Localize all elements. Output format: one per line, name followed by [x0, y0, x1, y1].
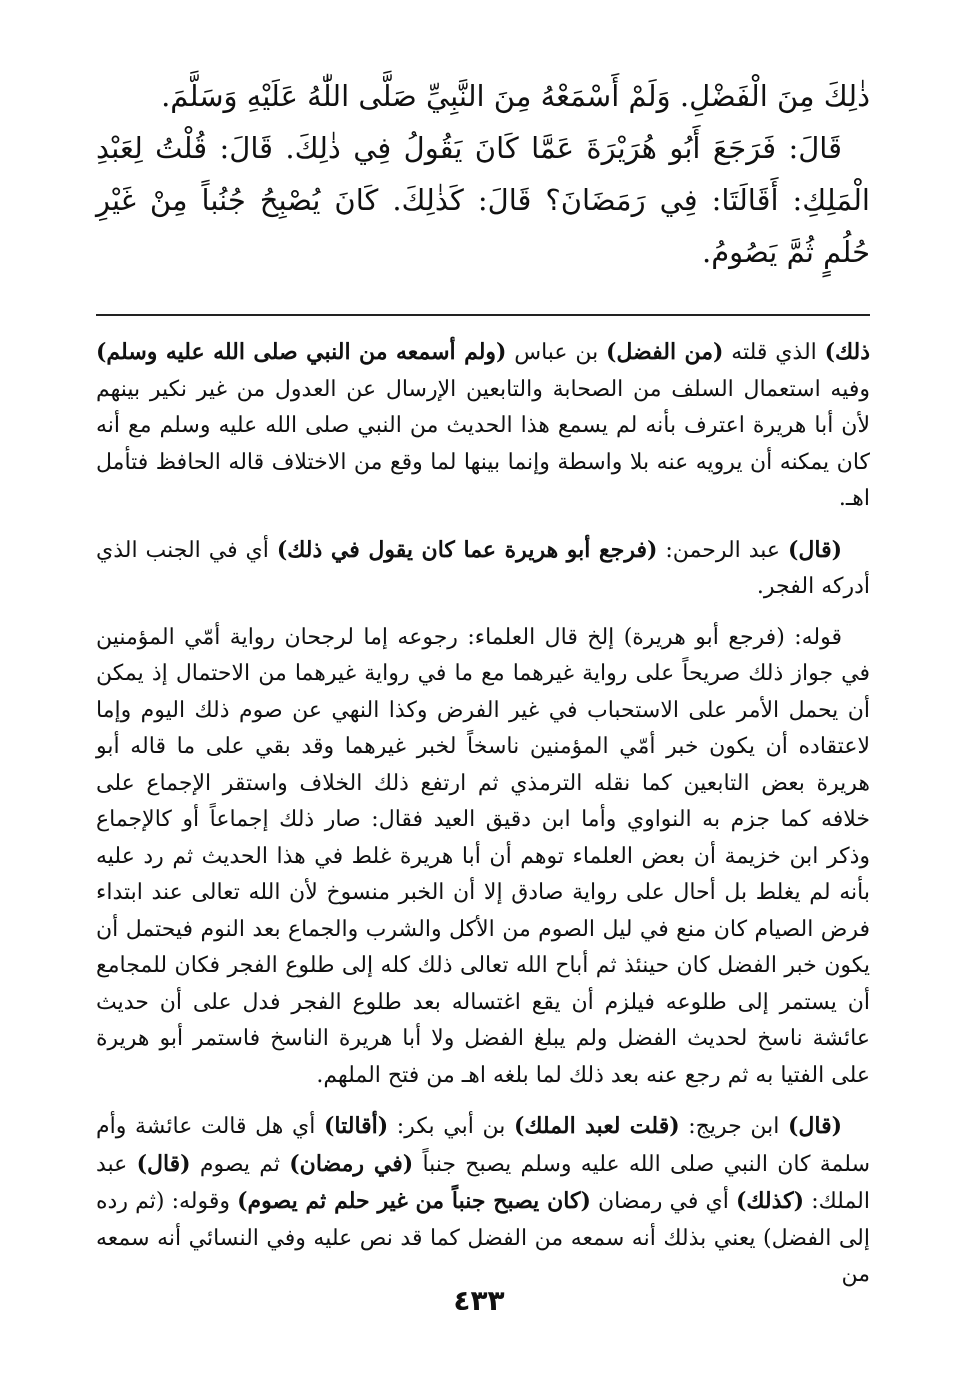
text-run: عبد الرحمن: — [657, 537, 788, 563]
bold-phrase: (من الفضل) — [605, 339, 724, 365]
bold-phrase: (قال) — [136, 1150, 191, 1177]
page-number: ٤٣٣ — [453, 1284, 505, 1317]
text-run: بن أبي بكر: — [388, 1114, 514, 1139]
bold-phrase: (قلت لعبد الملك) — [513, 1113, 680, 1139]
hadith-text — [96, 70, 870, 278]
hadith-line-1: ذٰلِكَ مِنَ الْفَضْلِ. وَلَمْ أَسْمَعْهُ مِنَ النَّبِيِّ صَلَّى اللّٰهُ عَلَيْهِ وَسَلَّمَ. — [161, 79, 870, 113]
bold-phrase: ذلك) — [824, 339, 871, 365]
text-run: أي في رمضان — [590, 1189, 736, 1214]
commentary-paragraph-4 — [96, 1108, 870, 1294]
bold-phrase: (ولم أسمعه من النبي صلى الله عليه وسلم) — [96, 339, 507, 365]
bold-phrase: (في رمضان) — [289, 1150, 414, 1177]
text-run: بن عباس — [506, 340, 606, 365]
text-run: وقوله: (ثم رده إلى الفضل) يعني بذلك أنه سمعه من الفضل كما قد نص عليه وفي النسائي أنه سمعه من — [96, 1189, 870, 1287]
text-run: أي هل قالت عائشة وأم سلمة كان النبي صلى الله عليه وسلم يصبح جنباً — [96, 1114, 870, 1177]
bold-phrase: (أقالتا) — [323, 1113, 389, 1139]
text-run: وفيه استعمال السلف من الصحابة والتابعين الإرسال عن العدول من غير نكير بينهم لأن أبا هريرة اعترف بأنه لم يسمع هذا الحديث من النبي صلى الله عليه وسلم مع أنه كان يمكنه أن يرويه عنه بلا واسطة وإنما بينها لما وقع من الاختلاف قاله الحافظ فتأمل اهـ. — [96, 376, 870, 511]
commentary-paragraph-2 — [96, 532, 870, 606]
hadith-line-2: قَالَ: فَرَجَعَ أَبُو هُرَيْرَةَ عَمَّا كَانَ يَقُولُ فِي ذٰلِكَ. قَالَ: قُلْتُ لِعَبْدِ الْمَلِكِ: أَقَالَتَا: فِي رَمَضَانَ؟ قَالَ: كَذٰلِكَ. كَانَ يُصْبِحُ جُنُباً مِنْ غَيْرِ حُلُمٍ ثُمَّ يَصُومُ. — [96, 131, 870, 269]
separator-line — [96, 314, 870, 316]
bold-phrase: (كذلك) — [735, 1188, 805, 1214]
bold-phrase: (قال) — [787, 1113, 842, 1139]
text-run: ابن جريج: — [679, 1114, 788, 1139]
bold-phrase: (قال) — [787, 536, 843, 563]
commentary-paragraph-3: قوله: (فرجع أبو هريرة) إلخ قال العلماء: رجوعه إما لرجحان رواية أمّي المؤمنين في جواز ذلك صريحاً على رواية غيرهما مع ما في رواية غيرهما من الاحتمال إذ يمكن أن يحمل الأمر على الاستحباب في غير الفرض وكذا النهي عن صوم ذلك اليوم وإما لاعتقاده أن يكون خبر أمّي المؤمنين ناسخاً لخبر غيرهما وقد بقي على ما قاله أبو هريرة بعض التابعين كما نقله الترمذي ثم ارتفع ذلك الخلاف واستقر الإجماع على خلافه كما جزم به النواوي وأما ابن دقيق العيد فقال: صار ذلك إجماعاً أو كالإجماع وذكر ابن خزيمة أن بعض العلماء توهم أن أبا هريرة غلط في هذا الحديث ثم رد عليه بأنه لم يغلط بل أحال على رواية صادق إلا أن الخبر منسوخ لأن الله تعالى عند ابتداء فرض الصيام كان منع في ليل الصوم من الأكل والشرب والجماع بعد النوم فيحتمل أن يكون خبر الفضل كان حينئذ ثم أباح الله تعالى ذلك كله إلى طلوع الفجر فكان للمجامع أن يستمر إلى طلوعه فيلزم أن يقع اغتساله بعد طلوع الفجر فدل على أن حديث عائشة ناسخ لحديث الفضل ولم يبلغ الفضل ولا أبا هريرة الناسخ فاستمر أبو هريرة على الفتيا به ثم رجع عنه بعد ذلك لما بلغه اهـ من فتح الملهم. — [96, 624, 870, 1088]
commentary — [96, 334, 870, 1294]
bold-phrase: (كان يصبح جنباً من غير حلم ثم يصوم) — [237, 1188, 591, 1214]
text-run: أي في الجنب الذي أدركه الفجر. — [96, 537, 870, 599]
text-run: عبد الملك: — [96, 1151, 870, 1214]
commentary-paragraph-1 — [96, 334, 870, 518]
bold-phrase: (فرجع أبو هريرة عما كان يقول في ذلك) — [276, 536, 658, 563]
text-run: ثم يصوم — [190, 1151, 290, 1177]
text-run: الذي قلته — [723, 340, 825, 365]
